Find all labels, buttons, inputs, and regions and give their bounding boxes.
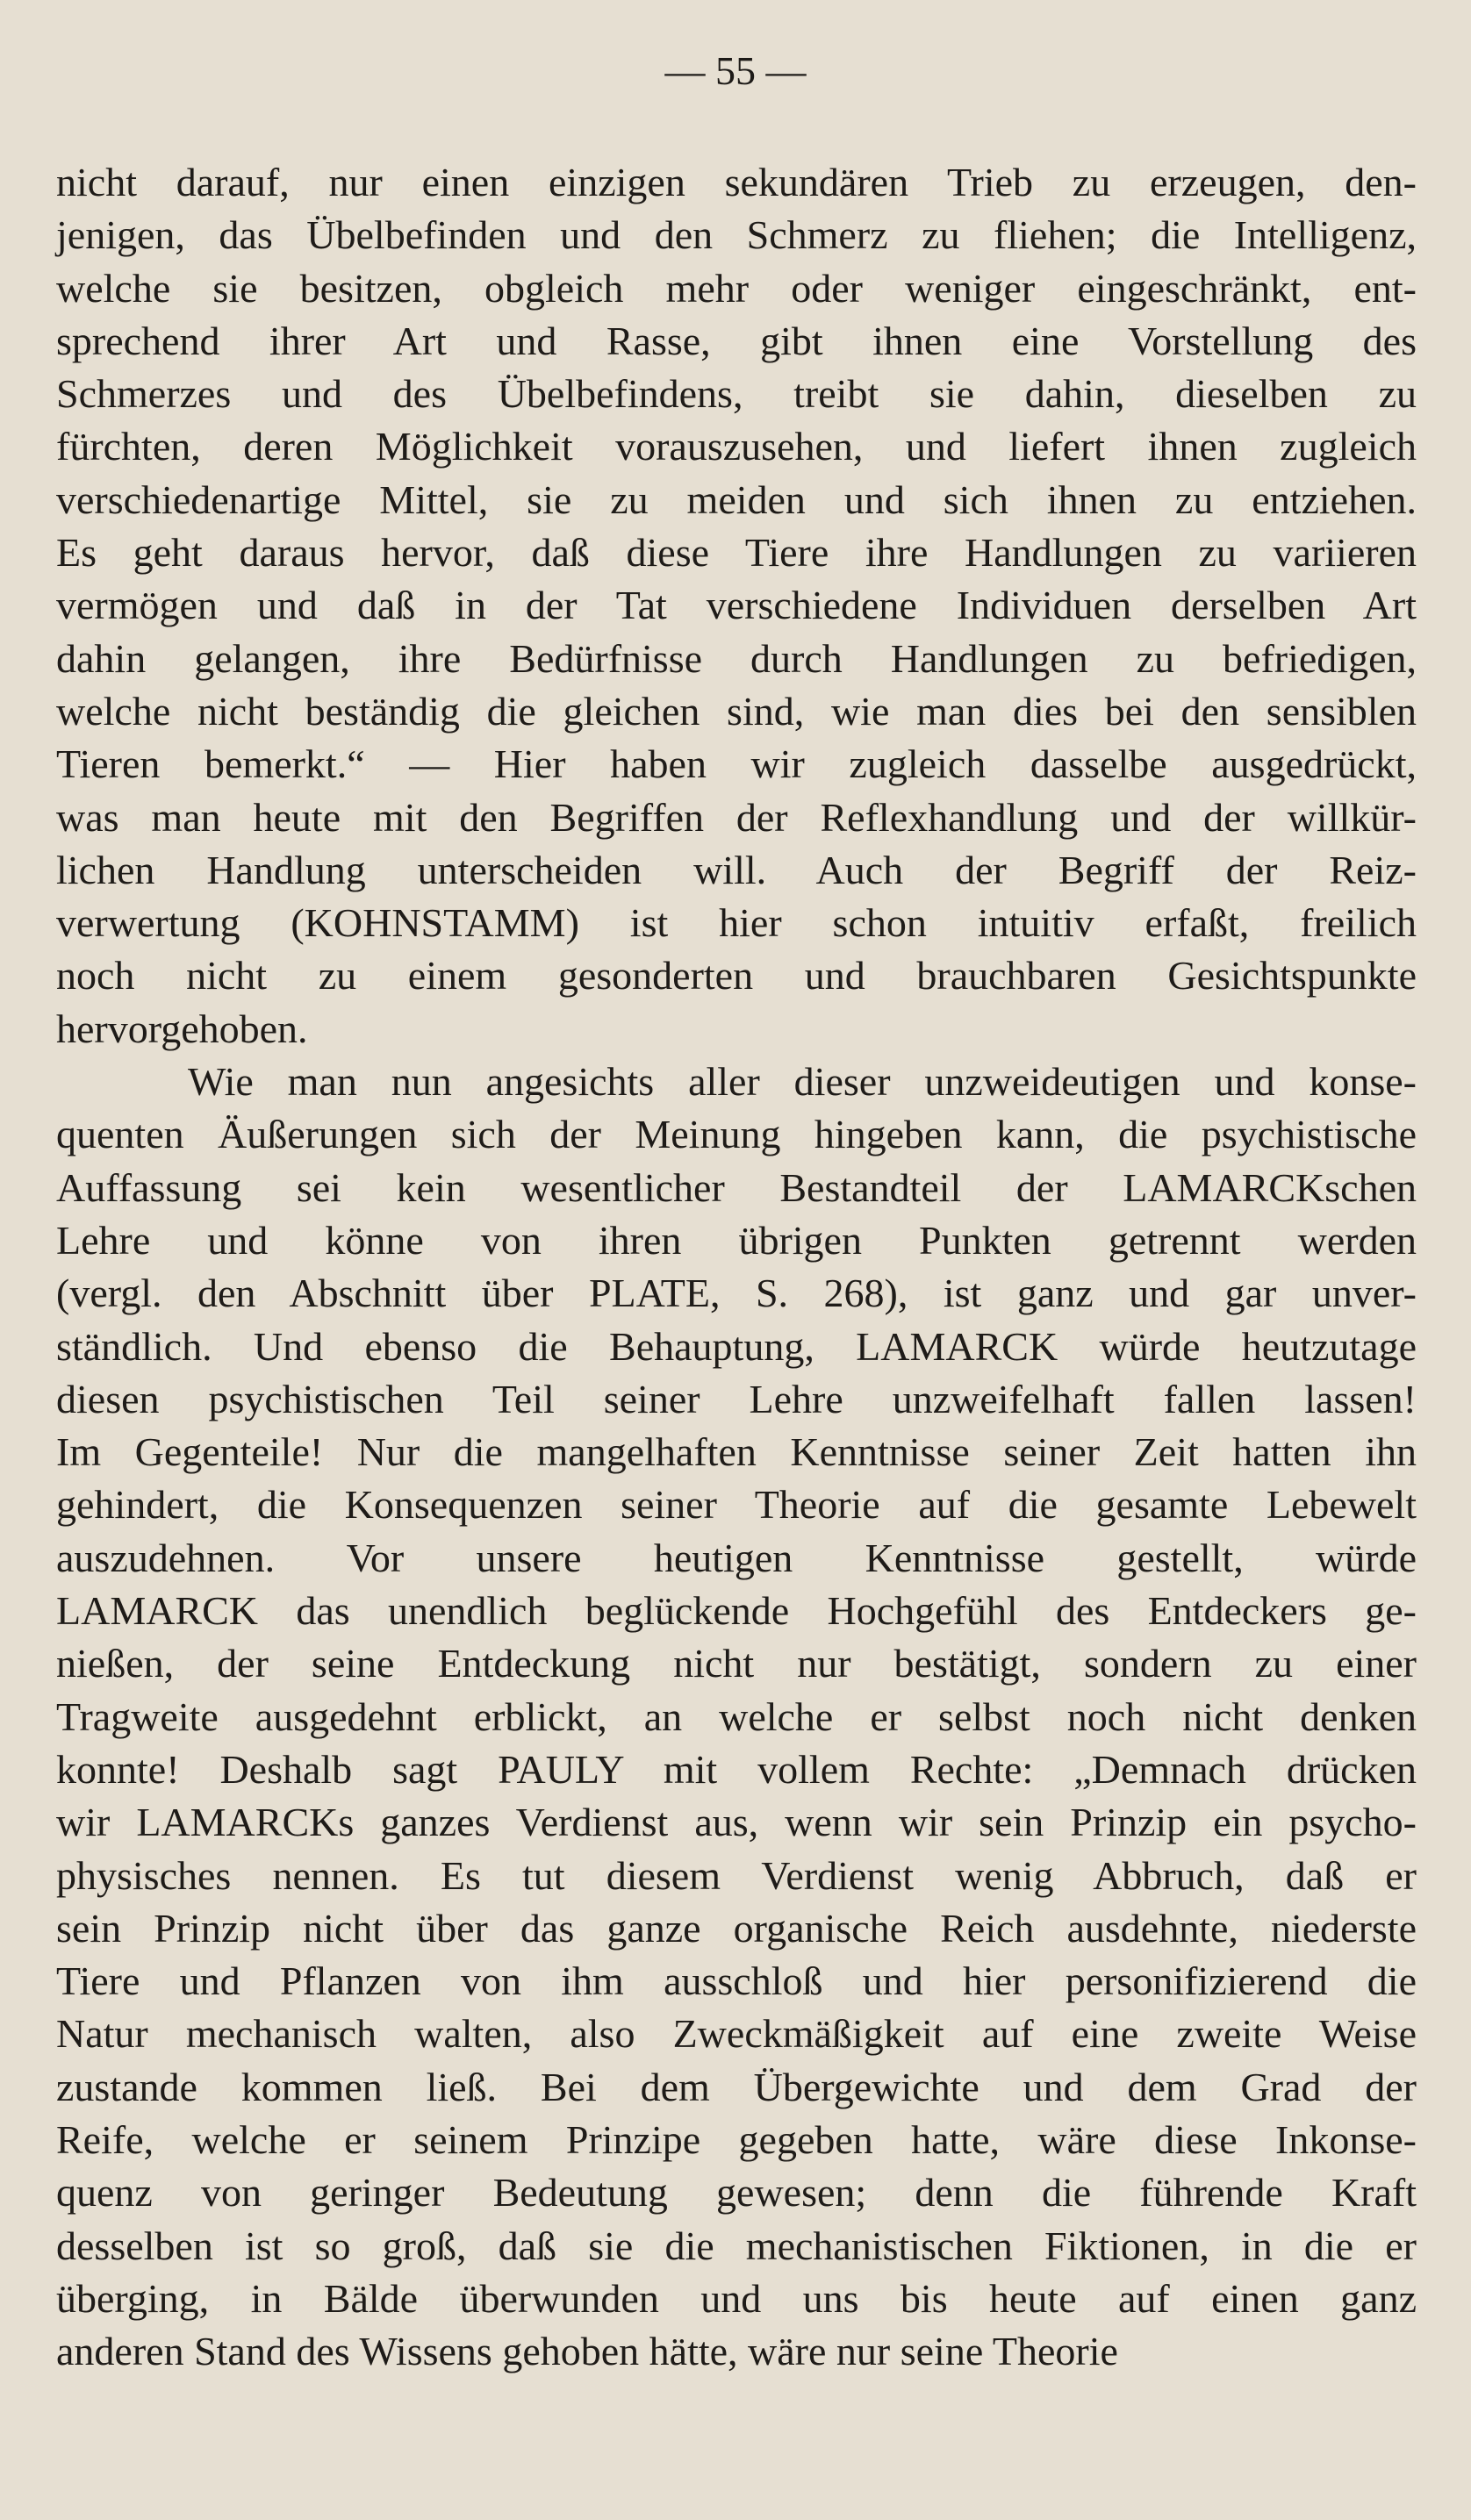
text-line: anderen Stand des Wissens gehoben hätte, wäre nur seine Theorie <box>56 2329 1118 2374</box>
text-line: Natur mechanisch walten, also Zweckmäßigkeit auf eine zweite Weise <box>56 2011 1417 2057</box>
text-line: Tragweite ausgedehnt erblickt, an welche er selbst noch nicht denken <box>56 1693 1417 1739</box>
text-line: quenten Äußerungen sich der Meinung hingeben kann, die psychistische <box>56 1112 1417 1157</box>
text-line: überging, in Bälde überwunden und uns bis heute auf einen ganz <box>56 2275 1417 2321</box>
text-line: Schmerzes und des Übelbefindens, treibt sie dahin, dieselben zu <box>56 371 1417 417</box>
text-line: was man heute mit den Begriffen der Reflexhandlung und der willkür- <box>56 794 1417 840</box>
text-line: sein Prinzip nicht über das ganze organische Reich ausdehnte, niederste <box>56 1905 1417 1951</box>
text-line: desselben ist so groß, daß sie die mechanistischen Fiktionen, in die er <box>56 2223 1417 2268</box>
text-line: Auffassung sei kein wesentlicher Bestandteil der LAMARCKschen <box>56 1164 1417 1210</box>
text-line: LAMARCK das unendlich beglückende Hochgefühl des Entdeckers ge- <box>56 1588 1417 1634</box>
text-line: verschiedenartige Mittel, sie zu meiden und sich ihnen zu entziehen. <box>56 476 1417 522</box>
text-line: physisches nennen. Es tut diesem Verdienst wenig Abbruch, daß er <box>56 1852 1417 1898</box>
text-line: konnte! Deshalb sagt PAULY mit vollem Rechte: „Demnach drücken <box>56 1746 1417 1792</box>
text-line: Tiere und Pflanzen von ihm ausschloß und hier personifizierend die <box>56 1958 1417 2004</box>
text-line: Im Gegenteile! Nur die mangelhaften Kenntnisse seiner Zeit hatten ihn <box>56 1429 1417 1475</box>
text-line: wir LAMARCKs ganzes Verdienst aus, wenn wir sein Prinzip ein psycho- <box>56 1800 1417 1845</box>
text-line: gehindert, die Konsequenzen seiner Theorie auf die gesamte Lebewelt <box>56 1482 1417 1528</box>
paragraph-start-line: Wie man nun angesichts aller dieser unzweideutigen und konse- <box>188 1059 1417 1105</box>
page-number: — 55 — <box>664 48 807 93</box>
text-line: verwertung (KOHNSTAMM) ist hier schon intuitiv erfaßt, freilich <box>56 900 1417 946</box>
text-line: sprechend ihrer Art und Rasse, gibt ihnen eine Vorstellung des <box>56 318 1417 363</box>
text-line: nießen, der seine Entdeckung nicht nur bestätigt, sondern zu einer <box>56 1641 1417 1686</box>
text-line: lichen Handlung unterscheiden will. Auch der Begriff der Reiz- <box>56 847 1417 892</box>
text-line: auszudehnen. Vor unsere heutigen Kenntnisse gestellt, würde <box>56 1535 1417 1580</box>
text-line: diesen psychistischen Teil seiner Lehre unzweifelhaft fallen lassen! <box>56 1376 1417 1421</box>
text-line: zustande kommen ließ. Bei dem Übergewichte und dem Grad der <box>56 2064 1417 2109</box>
text-line: Reife, welche er seinem Prinzipe gegeben hatte, wäre diese Inkonse- <box>56 2116 1417 2162</box>
text-line: Lehre und könne von ihren übrigen Punkten getrennt werden <box>56 1217 1417 1263</box>
text-line: (vergl. den Abschnitt über PLATE, S. 268), ist ganz und gar unver- <box>56 1271 1417 1316</box>
text-line: noch nicht zu einem gesonderten und brauchbaren Gesichtspunkte <box>56 953 1417 999</box>
text-line: jenigen, das Übelbefinden und den Schmerz zu fliehen; die Intelligenz, <box>56 212 1417 258</box>
text-line: quenz von geringer Bedeutung gewesen; denn die führende Kraft <box>56 2170 1417 2216</box>
text-line: welche nicht beständig die gleichen sind, wie man dies bei den sensiblen <box>56 688 1417 734</box>
text-line: ständlich. Und ebenso die Behauptung, LAMARCK würde heutzutage <box>56 1323 1417 1369</box>
text-line: welche sie besitzen, obgleich mehr oder weniger eingeschränkt, ent- <box>56 265 1417 311</box>
text-line: Es geht daraus hervor, daß diese Tiere ihre Handlungen zu variieren <box>56 530 1417 576</box>
paragraph-end-line: hervorgehoben. <box>56 1006 308 1051</box>
text-line: nicht darauf, nur einen einzigen sekundären Trieb zu erzeugen, den- <box>56 160 1417 204</box>
text-line: dahin gelangen, ihre Bedürfnisse durch Handlungen zu befriedigen, <box>56 635 1417 681</box>
text-line: vermögen und daß in der Tat verschiedene Individuen derselben Art <box>56 583 1417 628</box>
text-line: Tieren bemerkt.“ — Hier haben wir zugleich dasselbe ausgedrückt, <box>56 741 1417 787</box>
text-line: fürchten, deren Möglichkeit vorauszusehen, und liefert ihnen zugleich <box>56 424 1417 469</box>
body-text <box>56 156 1417 2378</box>
